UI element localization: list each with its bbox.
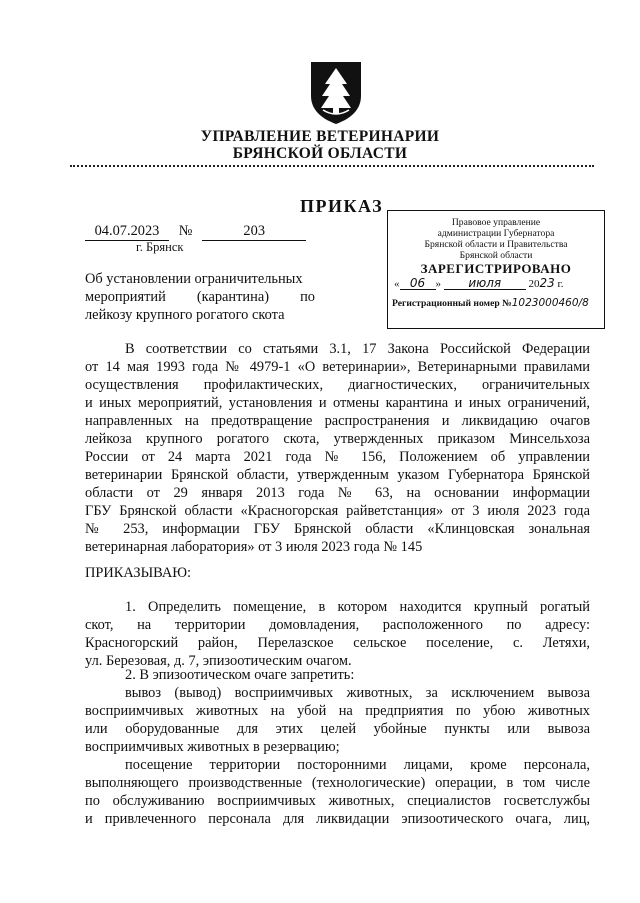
order-date: 04.07.2023: [85, 222, 169, 241]
text-line: ветеринарная лаборатория» от 3 июля 2023 года № 145: [85, 539, 423, 555]
subject-line: лейкозу крупного рогатого скота: [85, 307, 285, 323]
text-line: выполняющего производственные (технологические) операции, в том числе: [85, 775, 590, 791]
text-line: восприимчивых животных на убой на предприятия по убою животных: [85, 703, 590, 719]
text-line: ул. Березовая, д. 7, эпизоотическим очагом.: [85, 653, 352, 669]
item-1-paragraph: [85, 598, 590, 670]
text-line: восприимчивых животных в резервацию;: [85, 739, 340, 755]
stamp-date: « 06 » июля 2023 г.: [394, 276, 564, 290]
text-line: В соответствии со статьями 3.1, 17 Закона Российской Федерации: [125, 341, 590, 357]
text-line: осуществления профилактических, диагностических, ограничительных: [85, 377, 590, 393]
text-line: по обслуживанию восприимчивых животных, специалистов госветслужбы: [85, 793, 590, 809]
subject-line: Об установлении ограничительных: [85, 271, 303, 287]
stamp-month: июля: [444, 278, 526, 290]
text-line: области от 29 января 2013 года № 63, на основании информации: [85, 485, 590, 501]
item-2-heading: 2. В эпизоотическом очаге запретить:: [125, 667, 355, 683]
stamp-reg-label: Регистрационный номер №: [392, 298, 512, 309]
document-title: ПРИКАЗ: [300, 196, 384, 216]
stamp-day: 06: [400, 278, 436, 290]
organization-name-line1: УПРАВЛЕНИЕ ВЕТЕРИНАРИИ: [200, 128, 440, 145]
stamp-reg-number: [388, 298, 604, 309]
text-line: № 253, информации ГБУ Брянской области «Клинцовская зональная: [85, 521, 590, 537]
text-line: вывоз (вывод) восприимчивых животных, за исключением вывоза: [125, 685, 590, 701]
order-number: 203: [202, 222, 306, 241]
stamp-year-prefix: 20: [528, 278, 540, 290]
coat-of-arms-icon: [307, 58, 365, 126]
stamp-registered: ЗАРЕГИСТРИРОВАНО: [420, 261, 572, 276]
item-2a-paragraph: [85, 684, 590, 756]
order-subject: [85, 270, 315, 324]
stamp-year-suffix: 23: [539, 276, 555, 290]
text-line: и привлеченного персонала для ликвидации эпизоотического очага, лиц,: [85, 811, 590, 827]
registration-stamp: [387, 210, 605, 329]
subject-line: мероприятий (карантина) по: [85, 289, 315, 305]
text-line: от 14 мая 1993 года № 4979-1 «О ветеринарии», Ветеринарными правилами: [85, 359, 590, 375]
stamp-year-end: г.: [557, 278, 564, 290]
stamp-line: Правовое управление: [451, 217, 541, 228]
order-city: г. Брянск: [136, 240, 184, 254]
stamp-reg-value: 1023000460/8: [511, 297, 589, 309]
text-line: направленных на предотвращение распространения и ликвидацию очагов: [85, 413, 590, 429]
organization-name-line2: БРЯНСКОЙ ОБЛАСТИ: [232, 145, 408, 162]
preamble-paragraph: [85, 340, 590, 556]
item-2b-paragraph: [85, 756, 590, 828]
text-line: ветеринарии Брянской области, утвержденным указом Губернатора Брянской: [85, 467, 590, 483]
order-command: ПРИКАЗЫВАЮ:: [85, 565, 192, 581]
stamp-line: Брянской области и Правительства: [424, 239, 568, 250]
text-line: России от 24 марта 2021 года № 156, Положением об управлении: [85, 449, 590, 465]
order-date-number: [85, 222, 306, 241]
text-line: и иных мероприятий, установления и отмены карантина и иных ограничений,: [85, 395, 590, 411]
number-sign: №: [178, 223, 193, 239]
stamp-line: администрации Губернатора: [437, 228, 555, 239]
header-divider: [70, 165, 594, 167]
text-line: или оборудованные для этих целей убойные пункты или вывоза: [85, 721, 590, 737]
text-line: Красногорский район, Перелазское сельское поселение, с. Летяхи,: [85, 635, 590, 651]
text-line: лейкоза крупного рогатого скота, утвержденных приказом Минсельхоза: [85, 431, 590, 447]
text-line: скот, на территории домовладения, расположенного по адресу:: [85, 617, 590, 633]
text-line: 1. Определить помещение, в котором находится крупный рогатый: [125, 599, 590, 615]
text-line: посещение территории посторонними лицами, кроме персонала,: [125, 757, 590, 773]
stamp-line: Брянской области: [459, 250, 533, 261]
text-line: ГБУ Брянской области «Красногорская райветстанция» от 3 июля 2023 года: [85, 503, 590, 519]
